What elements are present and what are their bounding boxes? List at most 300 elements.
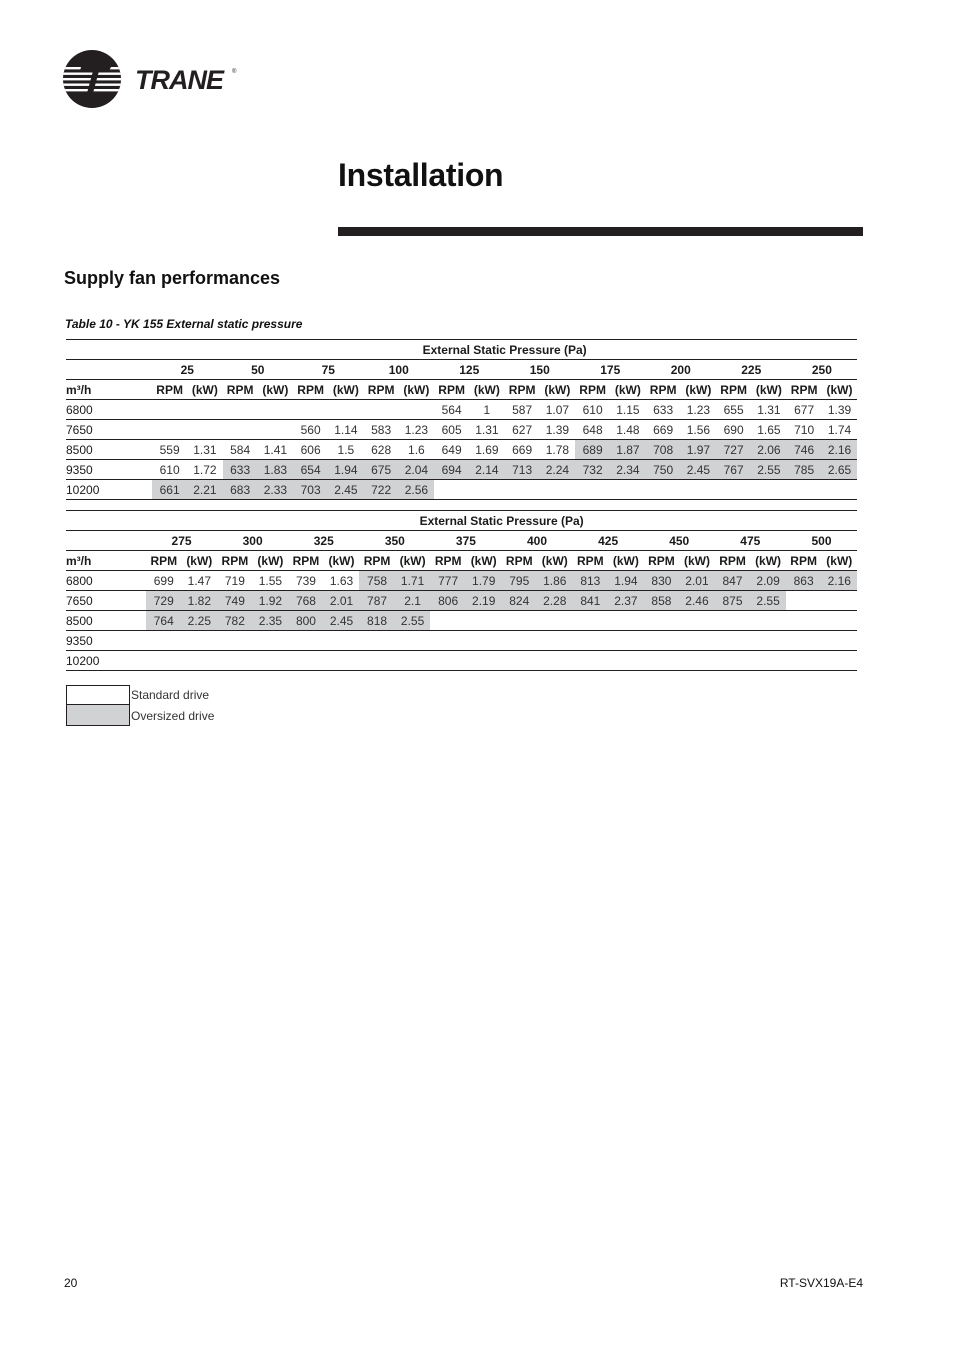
rpm-cell — [786, 651, 822, 671]
kw-cell: 2.09 — [750, 571, 786, 591]
pressure-header: 25 — [152, 360, 223, 380]
kw-cell: 1.78 — [540, 440, 575, 460]
rpm-cell: 768 — [288, 591, 324, 611]
rpm-cell — [575, 480, 610, 500]
rpm-cell: 699 — [146, 571, 182, 591]
legend-item-standard — [66, 684, 214, 705]
kw-cell — [253, 631, 289, 651]
rpm-cell — [786, 631, 822, 651]
kw-cell: 1.31 — [751, 400, 786, 420]
rpm-cell — [217, 651, 253, 671]
kw-cell — [324, 631, 360, 651]
svg-text:®: ® — [232, 69, 237, 75]
kw-cell: 1.5 — [328, 440, 363, 460]
page-title: Installation — [338, 157, 504, 193]
rpm-header: RPM — [715, 551, 751, 571]
rpm-header: RPM — [573, 551, 609, 571]
rpm-cell — [430, 611, 466, 631]
kw-cell: 2.45 — [324, 611, 360, 631]
kw-cell — [750, 631, 786, 651]
rpm-cell — [715, 611, 751, 631]
kw-cell — [821, 651, 857, 671]
rpm-cell: 683 — [223, 480, 258, 500]
pressure-header: 225 — [716, 360, 787, 380]
page-number: 20 — [64, 1276, 78, 1290]
rpm-header: RPM — [359, 551, 395, 571]
kw-cell: 1.15 — [610, 400, 645, 420]
rpm-cell — [146, 651, 182, 671]
rpm-cell: 708 — [646, 440, 681, 460]
pressure-header: 450 — [644, 531, 715, 551]
kw-cell: 1.71 — [395, 571, 431, 591]
flow-value: 9350 — [66, 460, 152, 480]
flow-value: 8500 — [66, 440, 152, 460]
rpm-cell — [715, 651, 751, 671]
rpm-cell: 830 — [644, 571, 680, 591]
flow-value: 10200 — [66, 480, 152, 500]
rpm-cell: 669 — [505, 440, 540, 460]
kw-cell: 1.69 — [469, 440, 504, 460]
legend-label-standard: Standard drive — [131, 687, 210, 702]
kw-header: (kW) — [750, 551, 786, 571]
pressure-header: 275 — [146, 531, 217, 551]
rpm-header: RPM — [505, 380, 540, 400]
rpm-cell: 690 — [716, 420, 751, 440]
blank-header-cell — [66, 511, 146, 531]
kw-cell — [750, 651, 786, 671]
rpm-cell: 729 — [146, 591, 182, 611]
kw-cell: 1.83 — [258, 460, 293, 480]
kw-cell: 2.04 — [399, 460, 434, 480]
kw-cell: 2.37 — [608, 591, 644, 611]
rpm-cell — [644, 611, 680, 631]
kw-cell: 1.94 — [608, 571, 644, 591]
rpm-cell: 584 — [223, 440, 258, 460]
rpm-header: RPM — [501, 551, 537, 571]
kw-header: (kW) — [540, 380, 575, 400]
kw-header: (kW) — [395, 551, 431, 571]
rpm-cell — [223, 420, 258, 440]
legend-item-oversized — [66, 705, 214, 726]
kw-cell: 2.14 — [469, 460, 504, 480]
rpm-cell: 818 — [359, 611, 395, 631]
table-row — [66, 651, 857, 671]
rpm-cell: 795 — [501, 571, 537, 591]
table-row — [66, 460, 857, 480]
rpm-cell — [434, 480, 469, 500]
rpm-cell: 722 — [364, 480, 399, 500]
kw-cell: 1.94 — [328, 460, 363, 480]
kw-cell — [610, 480, 645, 500]
rpm-header: RPM — [293, 380, 328, 400]
rpm-cell — [217, 631, 253, 651]
rpm-cell — [786, 611, 822, 631]
rpm-cell: 675 — [364, 460, 399, 480]
kw-cell — [750, 611, 786, 631]
kw-cell — [469, 480, 504, 500]
rpm-cell — [293, 400, 328, 420]
rpm-cell — [644, 651, 680, 671]
kw-cell — [540, 480, 575, 500]
rpm-cell: 800 — [288, 611, 324, 631]
rpm-cell: 782 — [217, 611, 253, 631]
kw-header: (kW) — [182, 551, 218, 571]
pressure-header-row — [66, 531, 857, 551]
pressure-header: 75 — [293, 360, 364, 380]
rpm-cell: 841 — [573, 591, 609, 611]
table-row — [66, 611, 857, 631]
kw-cell — [253, 651, 289, 671]
kw-header: (kW) — [608, 551, 644, 571]
rpm-cell: 713 — [505, 460, 540, 480]
rpm-cell: 732 — [575, 460, 610, 480]
kw-header: (kW) — [822, 380, 858, 400]
kw-cell: 2.1 — [395, 591, 431, 611]
kw-cell — [258, 420, 293, 440]
kw-cell — [466, 651, 502, 671]
pressure-header: 425 — [573, 531, 644, 551]
rpm-cell — [573, 651, 609, 671]
kw-cell — [679, 611, 715, 631]
rpm-cell: 606 — [293, 440, 328, 460]
kw-cell: 1.56 — [681, 420, 716, 440]
table-row — [66, 631, 857, 651]
pressure-header: 150 — [505, 360, 576, 380]
rpm-cell: 710 — [787, 420, 822, 440]
rpm-cell: 648 — [575, 420, 610, 440]
fan-performance-table-low — [66, 339, 857, 500]
kw-cell: 1.97 — [681, 440, 716, 460]
unit-header-row — [66, 380, 857, 400]
legend-swatch-oversized — [66, 705, 130, 726]
kw-cell — [679, 631, 715, 651]
kw-cell: 1.72 — [187, 460, 222, 480]
rpm-cell: 560 — [293, 420, 328, 440]
rpm-cell: 654 — [293, 460, 328, 480]
kw-cell: 2.24 — [540, 460, 575, 480]
kw-cell — [182, 631, 218, 651]
kw-cell: 1.41 — [258, 440, 293, 460]
kw-cell: 1.31 — [469, 420, 504, 440]
kw-header: (kW) — [258, 380, 293, 400]
rpm-header: RPM — [152, 380, 187, 400]
rpm-cell: 633 — [646, 400, 681, 420]
rpm-cell: 689 — [575, 440, 610, 460]
kw-cell: 1.07 — [540, 400, 575, 420]
rpm-cell: 587 — [505, 400, 540, 420]
kw-cell: 1.39 — [540, 420, 575, 440]
rpm-cell — [501, 651, 537, 671]
kw-header: (kW) — [751, 380, 786, 400]
kw-cell — [328, 400, 363, 420]
rpm-cell: 564 — [434, 400, 469, 420]
kw-cell: 2.25 — [182, 611, 218, 631]
rpm-cell: 559 — [152, 440, 187, 460]
kw-cell: 2.45 — [681, 460, 716, 480]
kw-header: (kW) — [253, 551, 289, 571]
trane-logo — [63, 49, 243, 109]
kw-cell: 1.47 — [182, 571, 218, 591]
kw-cell: 2.34 — [610, 460, 645, 480]
kw-cell — [399, 400, 434, 420]
kw-cell — [537, 631, 573, 651]
rpm-cell — [430, 651, 466, 671]
rpm-cell — [501, 631, 537, 651]
kw-cell: 1.31 — [187, 440, 222, 460]
rpm-cell: 824 — [501, 591, 537, 611]
legend-swatch-standard — [66, 685, 130, 705]
rpm-header: RPM — [786, 551, 822, 571]
rpm-cell: 806 — [430, 591, 466, 611]
kw-header: (kW) — [187, 380, 222, 400]
rpm-cell: 719 — [217, 571, 253, 591]
kw-header: (kW) — [679, 551, 715, 571]
kw-cell — [751, 480, 786, 500]
rpm-header: RPM — [787, 380, 822, 400]
flow-value: 10200 — [66, 651, 146, 671]
rpm-cell: 649 — [434, 440, 469, 460]
rpm-cell: 633 — [223, 460, 258, 480]
rpm-cell — [288, 651, 324, 671]
kw-cell: 1.39 — [822, 400, 858, 420]
flow-value: 6800 — [66, 571, 146, 591]
trane-wordmark: TRANE — [135, 65, 223, 95]
kw-cell — [324, 651, 360, 671]
kw-cell: 1.79 — [466, 571, 502, 591]
flow-header: m³/h — [66, 380, 152, 400]
rpm-cell — [716, 480, 751, 500]
rpm-cell — [501, 611, 537, 631]
title-rule — [338, 227, 863, 236]
pressure-header: 100 — [364, 360, 435, 380]
rpm-cell: 739 — [288, 571, 324, 591]
flow-value: 6800 — [66, 400, 152, 420]
kw-cell: 1.55 — [253, 571, 289, 591]
rpm-header: RPM — [288, 551, 324, 571]
kw-cell: 2.16 — [821, 571, 857, 591]
kw-header: (kW) — [399, 380, 434, 400]
rpm-cell: 785 — [787, 460, 822, 480]
kw-cell — [681, 480, 716, 500]
rpm-header: RPM — [146, 551, 182, 571]
rpm-cell — [359, 631, 395, 651]
flow-value: 8500 — [66, 611, 146, 631]
rpm-cell: 758 — [359, 571, 395, 591]
rpm-cell: 777 — [430, 571, 466, 591]
rpm-cell — [223, 400, 258, 420]
flow-value: 9350 — [66, 631, 146, 651]
kw-cell: 1.63 — [324, 571, 360, 591]
pressure-header: 175 — [575, 360, 646, 380]
kw-cell — [822, 480, 858, 500]
kw-cell: 2.45 — [328, 480, 363, 500]
section-subheading: Supply fan performances — [64, 268, 281, 288]
table-row — [66, 480, 857, 500]
kw-header: (kW) — [537, 551, 573, 571]
pressure-header: 50 — [223, 360, 294, 380]
rpm-cell — [505, 480, 540, 500]
kw-cell — [679, 651, 715, 671]
kw-header: (kW) — [469, 380, 504, 400]
kw-cell — [395, 651, 431, 671]
rpm-cell: 749 — [217, 591, 253, 611]
kw-cell: 2.28 — [537, 591, 573, 611]
kw-cell: 1.6 — [399, 440, 434, 460]
flow-header: m³/h — [66, 551, 146, 571]
rpm-cell: 813 — [573, 571, 609, 591]
kw-cell: 1.23 — [681, 400, 716, 420]
rpm-header: RPM — [644, 551, 680, 571]
kw-header: (kW) — [821, 551, 857, 571]
rpm-cell: 605 — [434, 420, 469, 440]
kw-cell: 1.14 — [328, 420, 363, 440]
pressure-header-row — [66, 360, 857, 380]
kw-cell: 2.56 — [399, 480, 434, 500]
kw-cell: 2.16 — [822, 440, 858, 460]
rpm-cell — [646, 480, 681, 500]
kw-cell: 2.06 — [751, 440, 786, 460]
table-row — [66, 420, 857, 440]
kw-cell: 1.82 — [182, 591, 218, 611]
rpm-header: RPM — [646, 380, 681, 400]
kw-cell: 2.01 — [324, 591, 360, 611]
kw-cell — [608, 611, 644, 631]
pressure-header: 500 — [786, 531, 857, 551]
rpm-cell: 583 — [364, 420, 399, 440]
kw-cell — [821, 631, 857, 651]
rpm-cell — [359, 651, 395, 671]
kw-cell — [537, 611, 573, 631]
kw-cell — [537, 651, 573, 671]
rpm-cell: 863 — [786, 571, 822, 591]
kw-cell: 1.87 — [610, 440, 645, 460]
table-row — [66, 591, 857, 611]
group-title-row — [66, 340, 857, 360]
kw-cell: 1.74 — [822, 420, 858, 440]
group-title-row — [66, 511, 857, 531]
kw-cell — [258, 400, 293, 420]
pressure-header: 325 — [288, 531, 359, 551]
kw-cell: 2.55 — [395, 611, 431, 631]
rpm-cell — [364, 400, 399, 420]
rpm-header: RPM — [434, 380, 469, 400]
blank-header-cell — [66, 340, 152, 360]
rpm-cell: 627 — [505, 420, 540, 440]
kw-cell: 1.23 — [399, 420, 434, 440]
pressure-header: 375 — [430, 531, 501, 551]
blank-header-cell — [66, 360, 152, 380]
rpm-header: RPM — [716, 380, 751, 400]
rpm-cell — [787, 480, 822, 500]
blank-header-cell — [66, 531, 146, 551]
kw-header: (kW) — [466, 551, 502, 571]
rpm-cell: 694 — [434, 460, 469, 480]
pressure-header: 300 — [217, 531, 288, 551]
table-caption: Table 10 - YK 155 External static pressure — [65, 317, 303, 331]
rpm-header: RPM — [217, 551, 253, 571]
rpm-cell — [644, 631, 680, 651]
pressure-header: 400 — [501, 531, 572, 551]
document-code: RT-SVX19A-E4 — [779, 1276, 863, 1290]
kw-cell — [182, 651, 218, 671]
pressure-header: 475 — [715, 531, 786, 551]
rpm-cell — [146, 631, 182, 651]
table-row — [66, 571, 857, 591]
rpm-cell: 727 — [716, 440, 751, 460]
kw-cell — [608, 631, 644, 651]
kw-cell: 1.86 — [537, 571, 573, 591]
rpm-header: RPM — [364, 380, 399, 400]
rpm-header: RPM — [430, 551, 466, 571]
rpm-cell — [786, 591, 822, 611]
kw-cell: 2.55 — [751, 460, 786, 480]
rpm-cell: 750 — [646, 460, 681, 480]
kw-cell — [821, 611, 857, 631]
rpm-cell: 610 — [152, 460, 187, 480]
rpm-cell — [288, 631, 324, 651]
rpm-cell: 703 — [293, 480, 328, 500]
kw-header: (kW) — [324, 551, 360, 571]
rpm-cell: 746 — [787, 440, 822, 460]
rpm-cell: 677 — [787, 400, 822, 420]
rpm-header: RPM — [223, 380, 258, 400]
kw-cell: 1.48 — [610, 420, 645, 440]
flow-value: 7650 — [66, 420, 152, 440]
kw-cell — [608, 651, 644, 671]
rpm-cell: 858 — [644, 591, 680, 611]
pressure-header: 200 — [646, 360, 717, 380]
kw-cell: 2.01 — [679, 571, 715, 591]
kw-header: (kW) — [681, 380, 716, 400]
legend-label-oversized: Oversized drive — [131, 708, 215, 723]
kw-cell — [821, 591, 857, 611]
fan-performance-table-high — [66, 510, 857, 671]
rpm-cell: 655 — [716, 400, 751, 420]
kw-cell: 2.65 — [822, 460, 858, 480]
group-title: External Static Pressure (Pa) — [152, 340, 857, 360]
table-row — [66, 400, 857, 420]
kw-cell — [187, 400, 222, 420]
pressure-header: 125 — [434, 360, 505, 380]
table-row — [66, 440, 857, 460]
rpm-cell — [152, 420, 187, 440]
kw-cell: 1.65 — [751, 420, 786, 440]
rpm-cell: 847 — [715, 571, 751, 591]
kw-cell — [395, 631, 431, 651]
rpm-cell: 787 — [359, 591, 395, 611]
flow-value: 7650 — [66, 591, 146, 611]
kw-cell: 2.46 — [679, 591, 715, 611]
rpm-cell: 875 — [715, 591, 751, 611]
legend — [66, 684, 214, 726]
rpm-cell: 610 — [575, 400, 610, 420]
rpm-cell: 767 — [716, 460, 751, 480]
kw-header: (kW) — [328, 380, 363, 400]
rpm-cell — [430, 631, 466, 651]
rpm-cell — [715, 631, 751, 651]
rpm-cell — [152, 400, 187, 420]
unit-header-row — [66, 551, 857, 571]
kw-cell: 2.21 — [187, 480, 222, 500]
pressure-header: 350 — [359, 531, 430, 551]
kw-cell: 2.35 — [253, 611, 289, 631]
kw-cell: 2.55 — [750, 591, 786, 611]
rpm-cell: 661 — [152, 480, 187, 500]
group-title: External Static Pressure (Pa) — [146, 511, 857, 531]
kw-cell — [466, 631, 502, 651]
trane-logo-graphic — [63, 49, 243, 109]
kw-cell: 2.19 — [466, 591, 502, 611]
